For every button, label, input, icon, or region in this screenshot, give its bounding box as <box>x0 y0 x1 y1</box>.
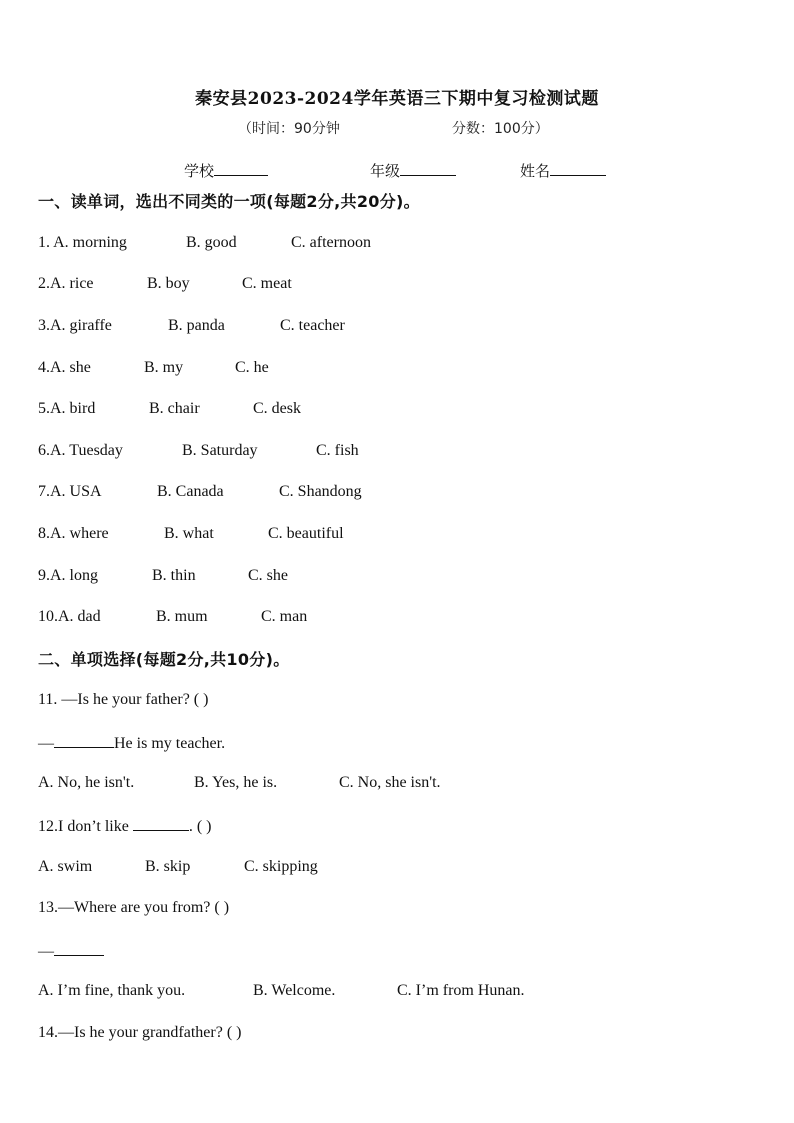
option-a: 6.A. Tuesday <box>38 442 123 459</box>
option-a: 3.A. giraffe <box>38 317 112 334</box>
page-title: 秦安县2023-2024学年英语三下期中复习检测试题 <box>195 89 599 109</box>
question-12-start: 12.I don’t like <box>38 818 133 835</box>
grade-blank[interactable] <box>400 161 456 176</box>
option-b: B. Yes, he is. <box>194 774 278 791</box>
dash: — <box>38 943 54 960</box>
option-a: A. No, he isn't. <box>38 774 135 791</box>
option-a: 10.A. dad <box>38 608 101 625</box>
question-11: 11. —Is he your father? ( ) <box>38 691 209 708</box>
question-13: 13.—Where are you from? ( ) <box>38 899 230 916</box>
option-b: B. chair <box>149 400 200 417</box>
option-c: C. afternoon <box>291 234 371 251</box>
answer-text: He is my teacher. <box>114 735 226 752</box>
question-11-answer <box>38 731 225 753</box>
dash: — <box>38 735 54 752</box>
option-a: 8.A. where <box>38 525 109 542</box>
option-a: A. swim <box>38 858 93 875</box>
name-label: 姓名 <box>520 162 551 180</box>
exam-time: （时间：90分钟 <box>238 121 340 137</box>
name-field <box>520 160 606 181</box>
answer-blank[interactable] <box>54 939 104 956</box>
option-b: B. Welcome. <box>253 982 336 999</box>
option-a: 2.A. rice <box>38 275 94 292</box>
option-c: C. I’m from Hunan. <box>397 982 525 999</box>
option-b: B. thin <box>152 567 196 584</box>
option-c: C. she <box>248 567 288 584</box>
section-heading-1: 一、读单词，选出不同类的一项(每题2分,共20分)。 <box>38 192 420 211</box>
option-b: B. mum <box>156 608 208 625</box>
option-b: B. skip <box>145 858 191 875</box>
option-b: B. Saturday <box>182 442 258 459</box>
option-b: B. panda <box>168 317 225 334</box>
question-14: 14.—Is he your grandfather? ( ) <box>38 1024 242 1041</box>
option-a: 4.A. she <box>38 359 91 376</box>
option-a: 7.A. USA <box>38 483 102 500</box>
grade-field <box>370 160 456 181</box>
option-c: C. skipping <box>244 858 318 875</box>
option-b: B. Canada <box>157 483 224 500</box>
answer-blank[interactable] <box>54 731 114 748</box>
option-c: C. Shandong <box>279 483 362 500</box>
option-b: B. good <box>186 234 237 251</box>
option-a: 1. A. morning <box>38 234 127 251</box>
exam-score: 分数：100分） <box>452 121 549 137</box>
option-b: B. what <box>164 525 214 542</box>
section-heading-2: 二、单项选择(每题2分,共10分)。 <box>38 650 290 669</box>
option-c: C. No, she isn't. <box>339 774 441 791</box>
answer-blank[interactable] <box>133 814 189 831</box>
option-a: 9.A. long <box>38 567 98 584</box>
school-blank[interactable] <box>214 161 268 176</box>
school-label: 学校 <box>184 162 215 180</box>
option-a: A. I’m fine, thank you. <box>38 982 186 999</box>
option-c: C. meat <box>242 275 292 292</box>
question-12 <box>38 814 211 836</box>
option-c: C. beautiful <box>268 525 344 542</box>
option-a: 5.A. bird <box>38 400 96 417</box>
school-field <box>184 160 268 181</box>
option-c: C. fish <box>316 442 359 459</box>
question-12-end: . ( ) <box>188 818 212 835</box>
option-c: C. man <box>261 608 308 625</box>
option-c: C. desk <box>253 400 301 417</box>
grade-label: 年级 <box>370 162 401 180</box>
name-blank[interactable] <box>550 161 606 176</box>
option-c: C. teacher <box>280 317 345 334</box>
option-c: C. he <box>235 359 269 376</box>
option-b: B. boy <box>147 275 190 292</box>
question-13-answer <box>38 939 104 961</box>
option-b: B. my <box>144 359 184 376</box>
